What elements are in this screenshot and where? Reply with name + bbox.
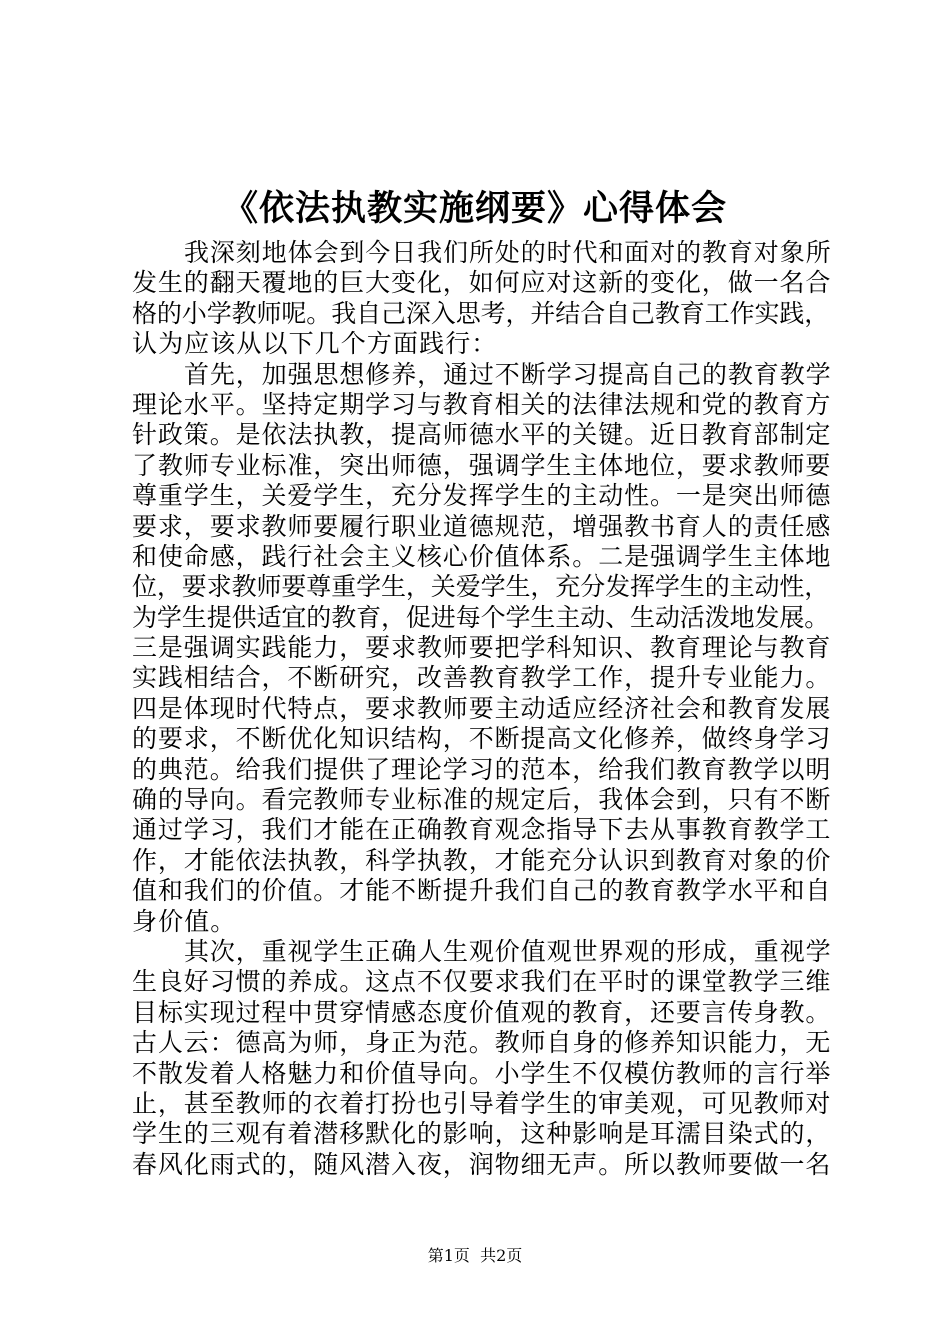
page-footer [0,1244,950,1268]
text-line: 作，才能依法执教，科学执教，才能充分认识到教育对象的价 [132,845,832,875]
text-line: 和使命感，践行社会主义核心价值体系。二是强调学生主体地 [132,541,832,571]
text-line: 发生的翻天覆地的巨大变化，如何应对这新的变化，做一名合 [132,268,832,298]
text-line: 不散发着人格魅力和价值导向。小学生不仅模仿教师的言行举 [132,1058,832,1088]
text-line: 生良好习惯的养成。这点不仅要求我们在平时的课堂教学三维 [132,967,832,997]
text-line: 三是强调实践能力，要求教师要把学科知识、教育理论与教育 [132,633,832,663]
text-line: 其次，重视学生正确人生观价值观世界观的形成，重视学 [184,936,832,966]
text-line: 四是体现时代特点，要求教师要主动适应经济社会和教育发展 [132,693,832,723]
document-title: 《依法执教实施纲要》心得体会 [222,188,727,229]
text-line: 要求，要求教师要履行职业道德规范，增强教书育人的责任感 [132,511,832,541]
text-line: 认为应该从以下几个方面践行： [132,329,498,359]
text-line: 的要求，不断优化知识结构，不断提高文化修养，做终身学习 [132,724,832,754]
text-line: 的典范。给我们提供了理论学习的范本，给我们教育教学以明 [132,754,832,784]
text-line: 目标实现过程中贯穿情感态度价值观的教育，还要言传身教。 [132,997,832,1027]
text-line: 止，甚至教师的衣着打扮也引导着学生的审美观，可见教师对 [132,1088,832,1118]
text-line: 了教师专业标准，突出师德，强调学生主体地位，要求教师要 [132,450,832,480]
text-line: 理论水平。坚持定期学习与教育相关的法律法规和党的教育方 [132,389,832,419]
text-line: 我深刻地体会到今日我们所处的时代和面对的教育对象所 [184,238,832,267]
text-line: 确的导向。看完教师专业标准的规定后，我体会到，只有不断 [132,785,832,815]
text-line: 学生的三观有着潜移默化的影响，这种影响是耳濡目染式的， [132,1119,832,1149]
text-line: 尊重学生，关爱学生，充分发挥学生的主动性。一是突出师德 [132,481,832,511]
text-line: 为学生提供适宜的教育，促进每个学生主动、生动活泼地发展。 [132,602,830,632]
page-number: 第1页 [427,1246,470,1265]
document-body [132,238,832,1180]
text-line: 古人云：德高为师，身正为范。教师自身的修养知识能力，无 [132,1028,832,1058]
text-line: 值和我们的价值。才能不断提升我们自己的教育教学水平和自 [132,876,832,906]
text-line: 位，要求教师要尊重学生，关爱学生，充分发挥学生的主动性， [132,572,830,602]
text-line: 实践相结合，不断研究，改善教育教学工作，提升专业能力。 [132,663,832,693]
text-line: 格的小学教师呢。我自己深入思考，并结合自己教育工作实践， [132,298,830,328]
page-total: 共2页 [480,1246,523,1265]
text-line: 首先，加强思想修养，通过不断学习提高自己的教育教学 [184,359,832,389]
text-line: 身价值。 [132,906,237,936]
text-line: 春风化雨式的，随风潜入夜，润物细无声。所以教师要做一名 [132,1149,832,1179]
text-line: 通过学习，我们才能在正确教育观念指导下去从事教育教学工 [132,815,832,845]
text-line: 针政策。是依法执教，提高师德水平的关键。近日教育部制定 [132,420,832,450]
